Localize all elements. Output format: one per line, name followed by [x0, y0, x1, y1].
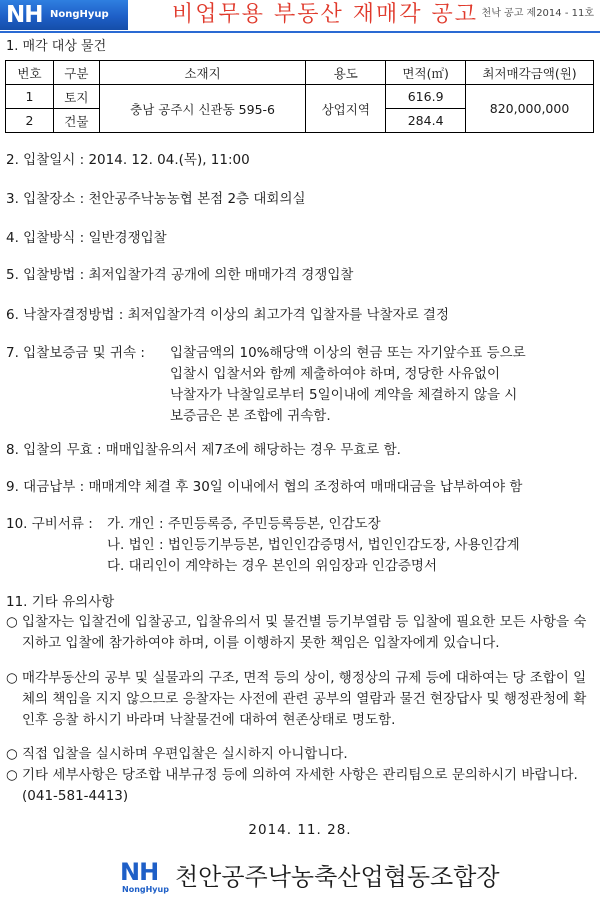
note-text: 매각부동산의 공부 및 실물과의 구조, 면적 등의 상이, 행정상의 규제 등에 대하여는 당 조합이 일체의 책임을 지지 않으므로 응찰자는 사전에 관련 공부의 열람과 물건 현장답사 및 행정관청에 확인후 응찰 하시기 바라며 낙찰물건에 대하여 현존상태로 명도함. — [22, 670, 587, 728]
cell-area: 284.4 — [386, 109, 466, 133]
header — [0, 0, 600, 33]
item-bid-date: 2. 입찰일시 : 2014. 12. 04.(목), 11:00 — [6, 152, 250, 168]
cell-price: 820,000,000 — [466, 85, 594, 133]
header-type: 구분 — [53, 61, 99, 85]
circle-bullet-icon: ○ — [6, 614, 18, 630]
note-item — [6, 744, 594, 765]
cell-no: 1 — [6, 85, 54, 109]
note-item — [6, 668, 594, 731]
logo-subtext: NongHyup — [50, 9, 109, 20]
note-text: 직접 입찰을 실시하며 우편입찰은 실시하지 아니합니다. — [22, 746, 348, 762]
note-text: 기타 세부사항은 당조합 내부규정 등에 의하여 자세한 사항은 관리팀으로 문의하시기 바랍니다. (041-581-4413) — [22, 767, 578, 804]
footer-logo-text: NH — [120, 858, 159, 886]
deposit-line: 입찰금액의 10%해당액 이상의 현금 또는 자기앞수표 등으로 — [170, 345, 526, 361]
item-documents-label: 10. 구비서류 : — [6, 516, 93, 532]
section-heading-1: 1. 매각 대상 물건 — [6, 39, 107, 54]
table-row — [6, 85, 594, 109]
header-location: 소재지 — [99, 61, 306, 85]
circle-bullet-icon: ○ — [6, 670, 18, 686]
page-title: 비업무용 부동산 재매각 공고 — [172, 2, 479, 27]
deposit-line: 입찰시 입찰서와 함께 제출하여야 하며, 정당한 사유없이 — [170, 366, 500, 382]
announcement-date: 2014. 11. 28. — [248, 822, 352, 838]
logo-text: NH — [6, 2, 43, 28]
header-no: 번호 — [6, 61, 54, 85]
documents-line: 나. 법인 : 법인등기부등본, 법인인감증명서, 법인인감도장, 사용인감계 — [107, 537, 520, 553]
header-use: 용도 — [306, 61, 386, 85]
nh-logo — [0, 0, 128, 30]
document-number: 천낙 공고 제2014 - 11호 — [481, 8, 594, 19]
organization-name: 천안공주낙농축산업협동조합장 — [175, 863, 500, 891]
item-bid-type: 4. 입찰방식 : 일반경쟁입찰 — [6, 230, 167, 246]
item-bid-method: 5. 입찰방법 : 최저입찰가격 공개에 의한 매매가격 경쟁입찰 — [6, 267, 354, 283]
deposit-line: 보증금은 본 조합에 귀속함. — [170, 408, 331, 424]
cell-use: 상업지역 — [306, 85, 386, 133]
cell-area: 616.9 — [386, 85, 466, 109]
item-deposit-label: 7. 입찰보증금 및 귀속 : — [6, 345, 145, 361]
item-payment: 9. 대금납부 : 매매계약 체결 후 30일 이내에서 협의 조정하여 매매대금을 납부하여야 함 — [6, 479, 523, 495]
footer-logo-subtext: NongHyup — [122, 885, 169, 894]
documents-line: 다. 대리인이 계약하는 경우 본인의 위임장과 인감증명서 — [107, 558, 437, 574]
footer-nh-logo — [120, 860, 172, 896]
item-other-notes: 11. 기타 유의사항 — [6, 594, 115, 610]
header-divider — [0, 31, 600, 33]
cell-type: 토지 — [53, 85, 99, 109]
documents-line: 가. 개인 : 주민등록증, 주민등록등본, 인감도장 — [107, 516, 381, 532]
note-item — [6, 765, 594, 807]
property-table — [5, 60, 594, 133]
cell-no: 2 — [6, 109, 54, 133]
header-area: 면적(㎡) — [386, 61, 466, 85]
item-bid-place: 3. 입찰장소 : 천안공주낙농농협 본점 2층 대회의실 — [6, 191, 306, 207]
item-winner-decision: 6. 낙찰자결정방법 : 최저입찰가격 이상의 최고가격 입찰자를 낙찰자로 결정 — [6, 307, 449, 323]
circle-bullet-icon: ○ — [6, 746, 18, 762]
cell-type: 건물 — [53, 109, 99, 133]
item-invalid-bid: 8. 입찰의 무효 : 매매입찰유의서 제7조에 해당하는 경우 무효로 함. — [6, 442, 401, 458]
circle-bullet-icon: ○ — [6, 767, 18, 783]
table-header-row — [6, 61, 594, 85]
cell-location: 충남 공주시 신관동 595-6 — [99, 85, 306, 133]
note-text: 입찰자는 입찰건에 입찰공고, 입찰유의서 및 물건별 등기부열람 등 입찰에 필요한 모든 사항을 숙지하고 입찰에 참가하여야 하며, 이를 이행하지 못한 책임은 입찰자에게 있습니다. — [22, 614, 587, 651]
note-item — [6, 612, 594, 654]
header-price: 최저매각금액(원) — [466, 61, 594, 85]
deposit-line: 낙찰자가 낙찰일로부터 5일이내에 계약을 체결하지 않을 시 — [170, 387, 518, 403]
